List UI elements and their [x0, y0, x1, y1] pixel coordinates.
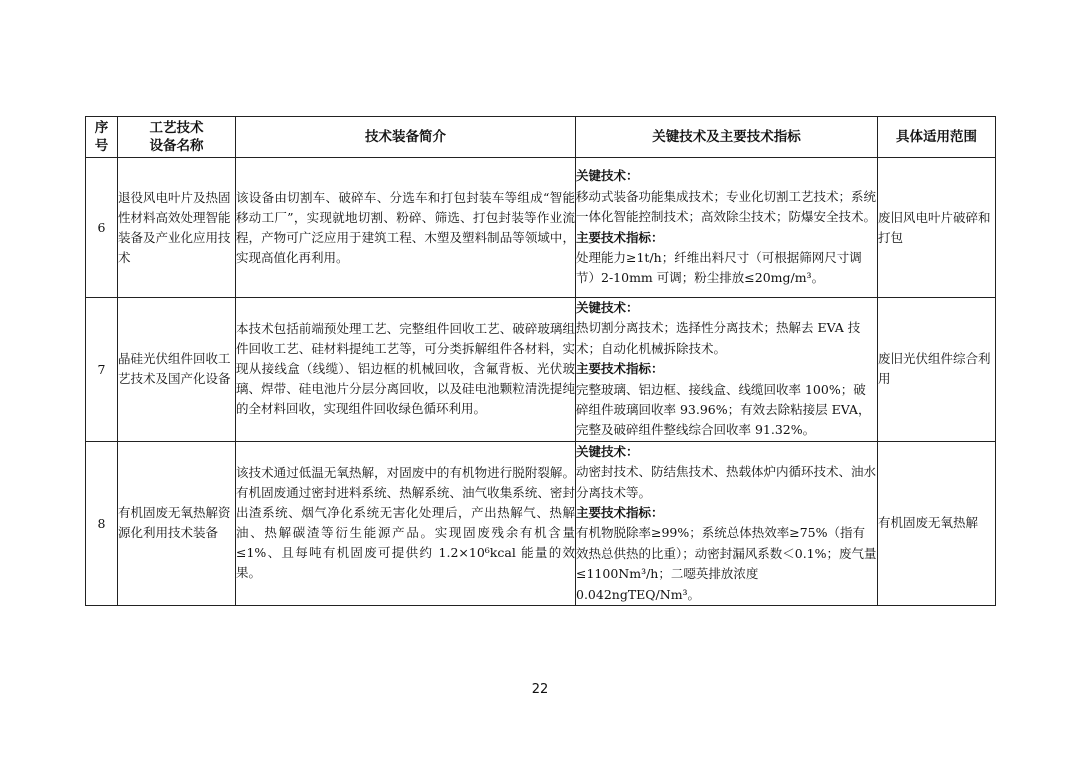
- row-number: 7: [86, 298, 118, 442]
- technology-catalog-table: [85, 116, 996, 606]
- header-intro: 技术装备简介: [236, 117, 576, 158]
- equipment-intro: 该设备由切割车、破碎车、分选车和打包封装车等组成“智能移动工厂”，实现就地切割、粉碎、筛选、打包封装等作业流程，产物可广泛应用于建筑工程、木塑及塑料制品等领域中，实现高值化再利用。: [236, 158, 576, 298]
- table-row: [86, 158, 996, 298]
- header-scope: 具体适用范围: [878, 117, 996, 158]
- header-serial-number: 序 号: [86, 117, 118, 158]
- key-tech-title: 关键技术：: [576, 443, 639, 459]
- metric-text: 有机物脱除率≥99%；系统总体热效率≥75%（指有效热总供热的比重）；动密封漏风系数＜0.1%；废气量≤1100Nm³/h；二噁英排放浓度 0.042ngTEQ/Nm³。: [576, 525, 877, 602]
- row-number: 8: [86, 441, 118, 605]
- page-number: 22: [531, 682, 549, 697]
- table-row: [86, 298, 996, 442]
- process-name: 有机固废无氧热解资源化利用技术装备: [118, 441, 236, 605]
- key-tech-text: 热切割分离技术；选择性分离技术；热解去 EVA 技术；自动化机械拆除技术。: [576, 320, 861, 356]
- process-name: 晶硅光伏组件回收工艺技术及国产化设备: [118, 298, 236, 442]
- key-tech-text: 移动式装备功能集成技术；专业化切割工艺技术；系统一体化智能控制技术；高效除尘技术；防爆安全技术。: [576, 188, 877, 225]
- table-row: [86, 441, 996, 605]
- metric-title: 主要技术指标：: [576, 505, 664, 521]
- metric-text: 处理能力≥1t/h；纤维出料尺寸（可根据筛网尺寸调节）2-10mm 可调；粉尘排放≤20mg/m³。: [576, 249, 862, 286]
- key-tech-title: 关键技术：: [576, 168, 639, 184]
- metric-text: 完整玻璃、铝边框、接线盒、线缆回收率 100%；破碎组件玻璃回收率 93.96%；有效去除粘接层 EVA，完整及破碎组件整线综合回收率 91.32%。: [576, 381, 871, 438]
- application-scope: 有机固废无氧热解: [878, 441, 996, 605]
- equipment-intro: 该技术通过低温无氧热解，对固废中的有机物进行脱附裂解。有机固废通过密封进料系统、热解系统、油气收集系统、密封出渣系统、烟气净化系统无害化处理后，产出热解气、热解油、热解碳渣等衍生能源产品。实现固废残余有机含量≤1%、且每吨有机固废可提供约 1.2×10⁶kcal 能量的效果。: [236, 441, 576, 605]
- key-tech-cell: [576, 158, 878, 298]
- key-tech-cell: [576, 441, 878, 605]
- key-tech-cell: [576, 298, 878, 442]
- metric-title: 主要技术指标：: [576, 361, 664, 377]
- header-key-tech: 关键技术及主要技术指标: [576, 117, 878, 158]
- application-scope: 废旧风电叶片破碎和打包: [878, 158, 996, 298]
- row-number: 6: [86, 158, 118, 298]
- process-name: 退役风电叶片及热固性材料高效处理智能装备及产业化应用技术: [118, 158, 236, 298]
- application-scope: 废旧光伏组件综合利用: [878, 298, 996, 442]
- equipment-intro: 本技术包括前端预处理工艺、完整组件回收工艺、破碎玻璃组件回收工艺、硅材料提纯工艺等，可分类拆解组件各材料，实现从接线盒（线缆）、铝边框的机械回收，含氟背板、光伏玻璃、焊带、硅电池片分层分离回收，以及硅电池颗粒清洗提纯的全材料回收，实现组件回收绿色循环利用。: [236, 298, 576, 442]
- header-process-name: 工艺技术 设备名称: [118, 117, 236, 158]
- key-tech-text: 动密封技术、防结焦技术、热载体炉内循环技术、油水分离技术等。: [576, 464, 877, 500]
- metric-title: 主要技术指标：: [576, 229, 664, 245]
- table-header-row: [86, 117, 996, 158]
- key-tech-title: 关键技术：: [576, 300, 639, 315]
